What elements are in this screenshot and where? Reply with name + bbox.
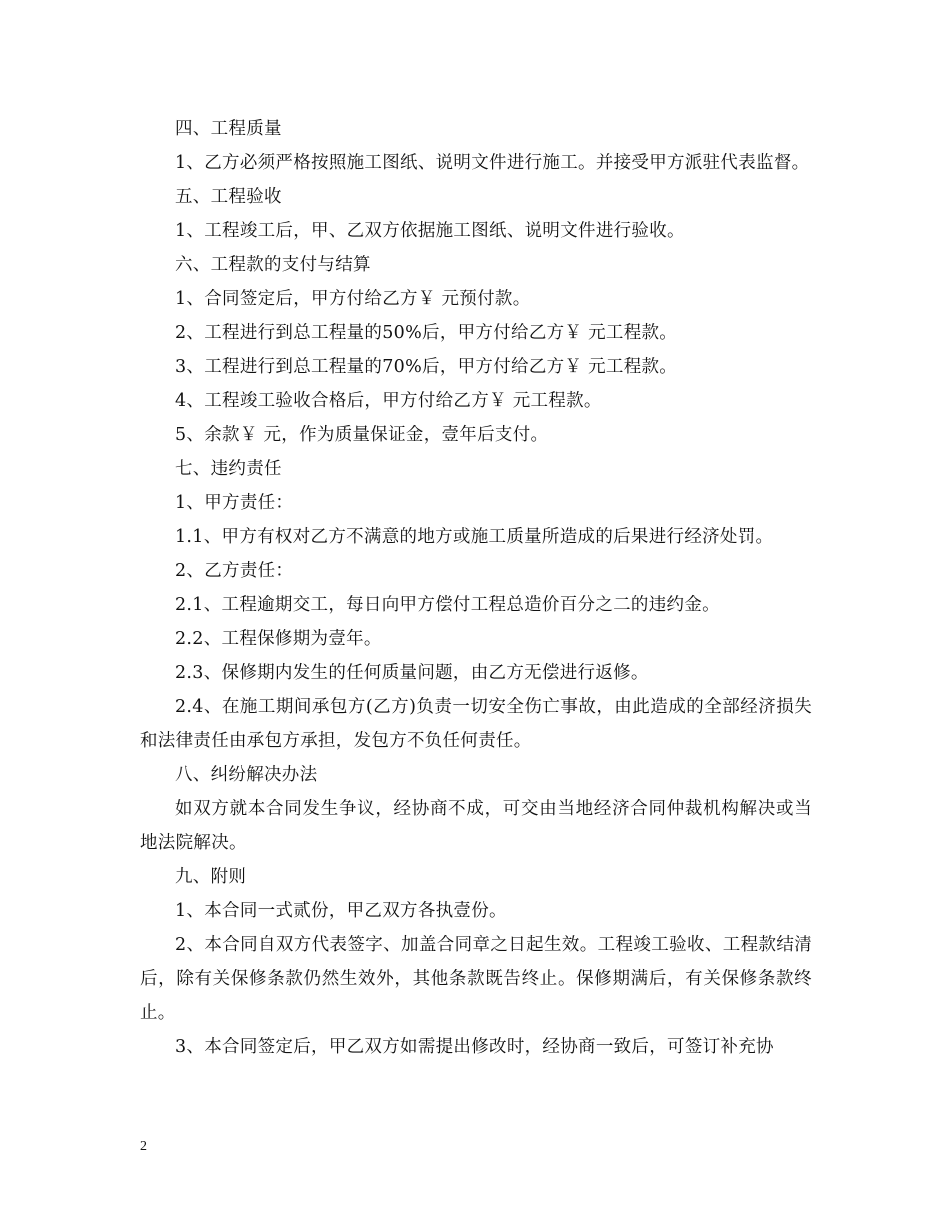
clause-paragraph: 4、工程竣工验收合格后，甲方付给乙方￥ 元工程款。 <box>175 391 602 411</box>
clause-paragraph: 2.2、工程保修期为壹年。 <box>175 629 382 649</box>
document-body <box>140 112 812 1064</box>
section-heading-dispute: 八、纠纷解决办法 <box>175 765 318 785</box>
clause-paragraph: 3、工程进行到总工程量的70%后，甲方付给乙方￥ 元工程款。 <box>175 357 678 377</box>
clause-paragraph: 2.3、保修期内发生的任何质量问题，由乙方无偿进行返修。 <box>175 663 649 683</box>
clause-paragraph: 5、余款￥ 元，作为质量保证金，壹年后支付。 <box>175 425 549 445</box>
clause-paragraph: 1、甲方责任： <box>175 493 294 513</box>
clause-paragraph: 2、工程进行到总工程量的50%后，甲方付给乙方￥ 元工程款。 <box>175 323 678 343</box>
clause-paragraph: 2.4、在施工期间承包方(乙方)负责一切安全伤亡事故，由此造成的全部经济损失和法律责任由承包方承担，发包方不负任何责任。 <box>140 697 812 751</box>
clause-paragraph: 2.1、工程逾期交工，每日向甲方偿付工程总造价百分之二的违约金。 <box>175 595 720 615</box>
section-heading-supplementary: 九、附则 <box>175 867 247 887</box>
clause-paragraph: 如双方就本合同发生争议，经协商不成，可交由当地经济合同仲裁机构解决或当地法院解决。 <box>140 799 812 853</box>
section-heading-liability: 七、违约责任 <box>175 459 282 479</box>
clause-paragraph: 2、乙方责任： <box>175 561 294 581</box>
clause-paragraph: 1.1、甲方有权对乙方不满意的地方或施工质量所造成的后果进行经济处罚。 <box>175 527 774 547</box>
clause-paragraph: 2、本合同自双方代表签字、加盖合同章之日起生效。工程竣工验收、工程款结清后，除有关保修条款仍然生效外，其他条款既告终止。保修期满后，有关保修条款终止。 <box>140 935 812 1023</box>
section-heading-acceptance: 五、工程验收 <box>175 187 282 207</box>
clause-paragraph: 1、乙方必须严格按照施工图纸、说明文件进行施工。并接受甲方派驻代表监督。 <box>175 153 810 173</box>
clause-paragraph: 1、工程竣工后，甲、乙双方依据施工图纸、说明文件进行验收。 <box>175 221 685 241</box>
page-number: 2 <box>140 1139 147 1154</box>
clause-paragraph: 1、本合同一式贰份，甲乙双方各执壹份。 <box>175 901 507 921</box>
clause-paragraph: 1、合同签定后，甲方付给乙方￥ 元预付款。 <box>175 289 531 309</box>
clause-paragraph: 3、本合同签定后，甲乙双方如需提出修改时，经协商一致后，可签订补充协 <box>175 1037 774 1057</box>
section-heading-quality: 四、工程质量 <box>175 119 282 139</box>
section-heading-payment: 六、工程款的支付与结算 <box>175 255 371 275</box>
